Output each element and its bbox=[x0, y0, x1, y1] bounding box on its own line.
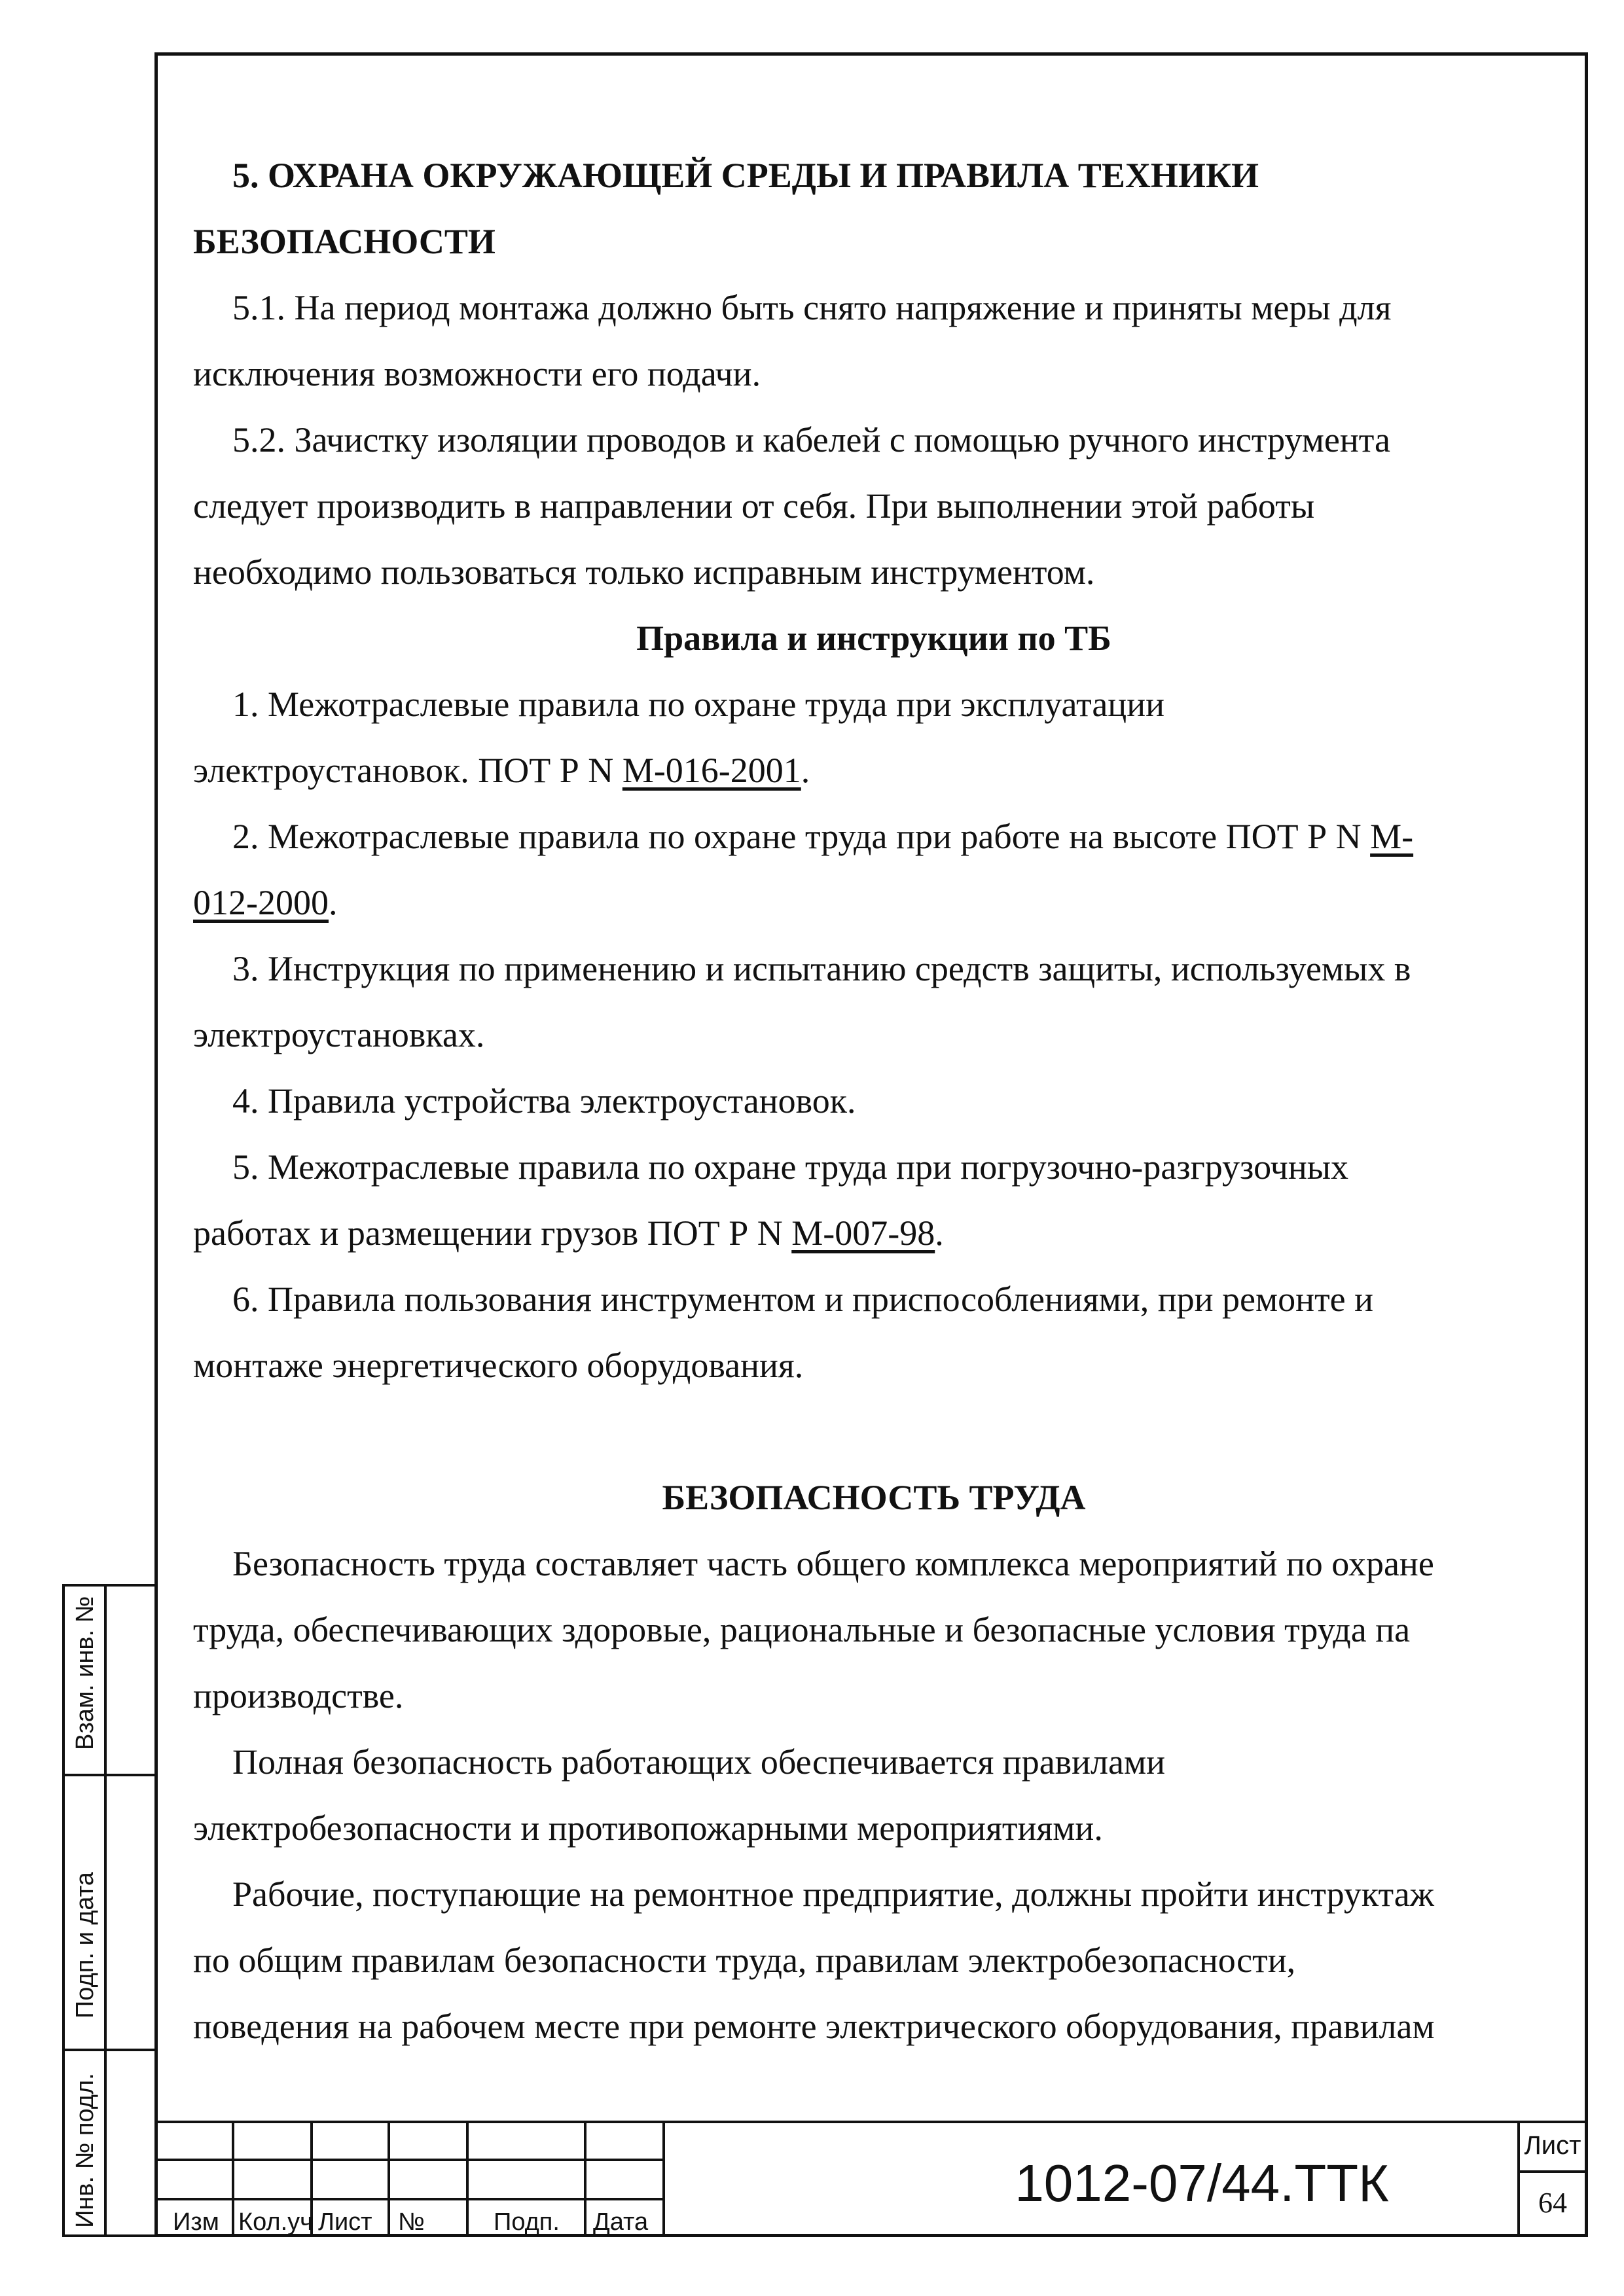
rule-3: 3. Инструкция по применению и испытанию средств защиты, используемых в bbox=[232, 949, 1411, 988]
document-body bbox=[193, 143, 1555, 2060]
rule-1: 1. Межотраслевые правила по охране труда при эксплуатации bbox=[232, 685, 1164, 724]
stamp-label-num: № bbox=[398, 2208, 425, 2236]
sheet-label: Лист bbox=[1524, 2131, 1581, 2160]
safety-paragraph-3-cont: по общим правилам безопасности труда, правилам электробезопасности, bbox=[193, 1941, 1296, 1980]
stamp-label-podp: Подп. bbox=[494, 2208, 560, 2236]
rule-2-link[interactable]: М- bbox=[1370, 817, 1414, 856]
paragraph-5-2-cont: необходимо пользоваться только исправным инструментом. bbox=[193, 552, 1095, 592]
stamp-label-list: Лист bbox=[318, 2208, 372, 2236]
rule-1-text: электроустановок. ПОТ Р N bbox=[193, 751, 623, 790]
stamp-sheet-line bbox=[1520, 2170, 1588, 2173]
safety-title: БЕЗОПАСНОСТЬ ТРУДА bbox=[662, 1478, 1086, 1517]
safety-paragraph-1-cont: труда, обеспечивающих здоровые, рациональные и безопасные условия труда па bbox=[193, 1610, 1411, 1649]
rule-2-link-cont[interactable]: 012-2000 bbox=[193, 883, 329, 922]
side-divider bbox=[65, 2049, 157, 2051]
rule-2 bbox=[193, 804, 1555, 870]
paragraph-5-1-cont: исключения возможности его подачи. bbox=[193, 354, 761, 393]
paragraph-5-1: 5.1. На период монтажа должно быть снято напряжение и приняты меры для bbox=[232, 288, 1392, 327]
stamp-col-line bbox=[584, 2121, 586, 2237]
stamp-col-line bbox=[466, 2121, 469, 2237]
rule-2-end: . bbox=[328, 883, 338, 922]
side-label-podp-data: Подп. и дата bbox=[71, 1872, 99, 2018]
safety-paragraph-2-cont: электробезопасности и противопожарными мероприятиями. bbox=[193, 1808, 1103, 1848]
rule-5: 5. Межотраслевые правила по охране труда при погрузочно-разгрузочных bbox=[232, 1147, 1349, 1187]
stamp-col-line bbox=[232, 2121, 234, 2237]
rule-4: 4. Правила устройства электроустановок. bbox=[232, 1081, 856, 1121]
title-block bbox=[154, 2121, 1588, 2237]
safety-paragraph-2: Полная безопасность работающих обеспечивается правилами bbox=[232, 1742, 1166, 1782]
stamp-label-data: Дата bbox=[593, 2208, 649, 2236]
stamp-label-kol-uch: Кол.уч bbox=[238, 2208, 313, 2236]
section-heading-cont: БЕЗОПАСНОСТИ bbox=[193, 222, 496, 261]
safety-paragraph-1-cont: производстве. bbox=[193, 1676, 404, 1715]
rules-title: Правила и инструкции по ТБ bbox=[636, 619, 1111, 658]
rule-5-cont bbox=[193, 1200, 1555, 1266]
side-label-vzam-inv: Взам. инв. № bbox=[71, 1596, 99, 1750]
stamp-row-line bbox=[154, 2159, 665, 2161]
rule-1-cont bbox=[193, 738, 1555, 804]
paragraph-5-2-cont: следует производить в направлении от себя. При выполнении этой работы bbox=[193, 486, 1315, 526]
paragraph-5-2: 5.2. Зачистку изоляции проводов и кабелей с помощью ручного инструмента bbox=[232, 420, 1390, 459]
rule-6: 6. Правила пользования инструментом и приспособлениями, при ремонте и bbox=[232, 1280, 1374, 1319]
rule-5-end: . bbox=[935, 1213, 944, 1253]
rule-1-link[interactable]: М-016-2001 bbox=[622, 751, 801, 790]
safety-paragraph-3-cont: поведения на рабочем месте при ремонте электрического оборудования, правилам bbox=[193, 2007, 1435, 2046]
stamp-col-line bbox=[662, 2121, 665, 2237]
safety-paragraph-3: Рабочие, поступающие на ремонтное предприятие, должны пройти инструктаж bbox=[232, 1874, 1434, 1914]
side-cell-vzam bbox=[65, 1587, 107, 1776]
spacer bbox=[193, 1399, 1555, 1465]
rule-1-end: . bbox=[801, 751, 810, 790]
side-cell-podp bbox=[65, 1776, 107, 2051]
rule-6-cont: монтаже энергетического оборудования. bbox=[193, 1346, 804, 1385]
stamp-label-izm: Изм bbox=[173, 2208, 219, 2236]
section-heading: 5. ОХРАНА ОКРУЖАЮЩЕЙ СРЕДЫ И ПРАВИЛА ТЕХНИКИ bbox=[232, 156, 1259, 195]
safety-paragraph-1: Безопасность труда составляет часть общего комплекса мероприятий по охране bbox=[232, 1544, 1434, 1583]
side-label-inv-podl: Инв. № подл. bbox=[71, 2073, 99, 2228]
rule-5-text: работах и размещении грузов ПОТ Р N bbox=[193, 1213, 792, 1253]
stamp-top-line bbox=[154, 2121, 1588, 2123]
stamp-row-line bbox=[154, 2198, 665, 2200]
side-divider bbox=[65, 1774, 157, 1776]
sheet-number: 64 bbox=[1538, 2187, 1567, 2219]
rule-2-text: 2. Межотраслевые правила по охране труда при работе на высоте ПОТ Р N bbox=[232, 817, 1371, 856]
side-cell-inv bbox=[65, 2051, 107, 2237]
rule-3-cont: электроустановках. bbox=[193, 1015, 485, 1054]
rule-2-cont bbox=[193, 870, 1555, 936]
document-code: 1012-07/44.ТТК bbox=[1015, 2154, 1389, 2212]
side-strip bbox=[62, 1584, 154, 2237]
rule-5-link[interactable]: М-007-98 bbox=[791, 1213, 935, 1253]
stamp-col-line bbox=[388, 2121, 390, 2237]
